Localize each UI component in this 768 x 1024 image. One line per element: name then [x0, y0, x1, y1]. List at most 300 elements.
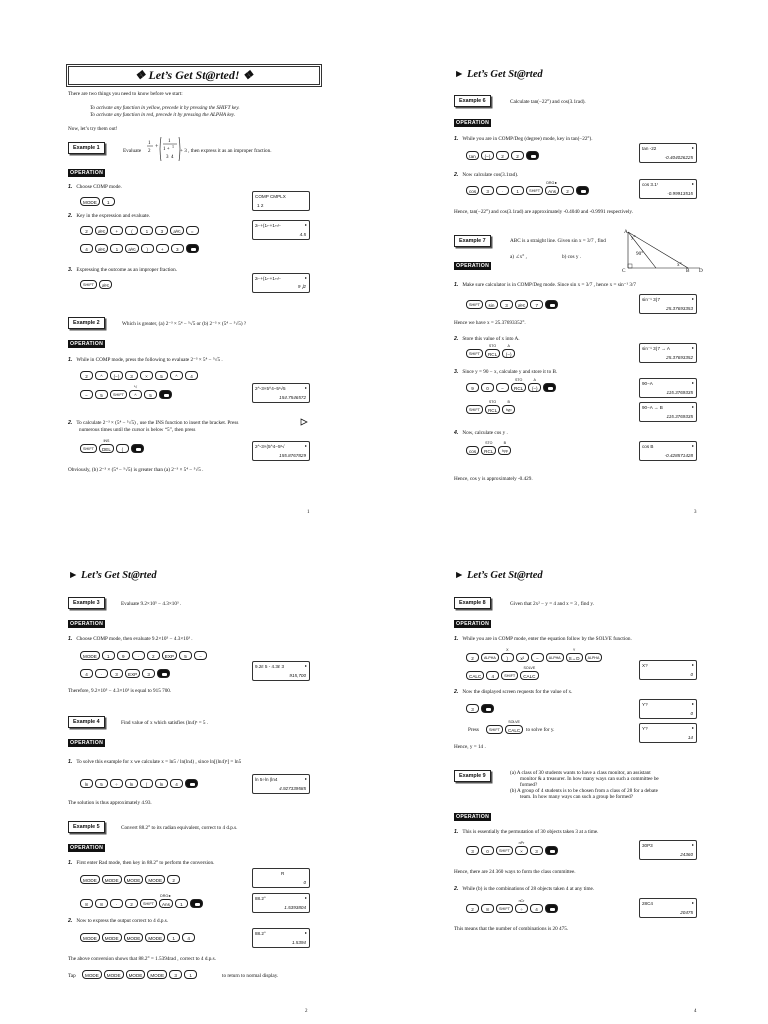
screen-line-2: 24360: [680, 852, 693, 857]
screen-line-2: 154.7546572: [279, 395, 306, 400]
fraction-key[interactable]: aᵇ⁄c: [95, 226, 108, 235]
key-4[interactable]: 4: [80, 244, 93, 253]
screen-indicator: ▸: [691, 296, 694, 301]
divide-key-label: ÷: [520, 907, 523, 912]
key-4[interactable]: 4: [530, 904, 543, 913]
calc-screen: [639, 840, 697, 860]
screen-line-2: -0.99913515: [667, 191, 693, 196]
screen-line-2: 14: [687, 735, 693, 740]
equals-key[interactable]: [481, 704, 494, 713]
hyp-key[interactable]: [502, 400, 515, 414]
step-1: [68, 357, 223, 363]
step-number: 3.: [68, 267, 73, 273]
key-1[interactable]: 1: [511, 186, 524, 195]
shift-key[interactable]: SHIFT: [496, 904, 513, 913]
close-paren-key[interactable]: ): [141, 244, 154, 253]
screen-indicator: ▸: [691, 900, 694, 905]
screen-line-1: 88.2°: [255, 896, 266, 901]
del-key[interactable]: [99, 439, 114, 453]
screen-line-2: 115.3769335: [666, 414, 693, 419]
screen-line-1: ln 5÷ln (ln4: [255, 777, 278, 782]
key-5[interactable]: 5: [144, 390, 157, 399]
mode-key[interactable]: MODE: [104, 970, 124, 979]
calc-screen: [639, 660, 697, 680]
equals-key[interactable]: [545, 904, 558, 913]
rcl-key[interactable]: [481, 441, 496, 455]
step-text: Now the displayed screen requests for the value of x.: [462, 689, 573, 695]
rcl-key-label: RCL: [487, 352, 498, 357]
equals-key[interactable]: [185, 779, 198, 788]
hence-text: Hence, cos y is approximately -0.429.: [454, 476, 533, 482]
multiply-key-label: ×: [520, 849, 523, 854]
ln-key[interactable]: ln: [80, 779, 93, 788]
key-label: STO: [485, 441, 493, 445]
mode-key[interactable]: MODE: [145, 933, 165, 942]
fraction-key[interactable]: aᵇ⁄c: [125, 244, 138, 253]
step-number: 4.: [454, 430, 459, 436]
key-5[interactable]: 5: [95, 390, 108, 399]
page-2: [0, 512, 384, 1024]
screen-line-2: 9 ⌋2: [297, 284, 306, 289]
example-6-label: Example 6: [454, 95, 491, 107]
key-sequence: [80, 669, 170, 678]
multiply-key[interactable]: ×: [140, 371, 153, 380]
example-4-label: Example 4: [68, 716, 105, 728]
step-3: [454, 369, 557, 375]
negative-key-label: (−): [505, 352, 512, 357]
key-sequence: [80, 894, 203, 908]
decimal-key[interactable]: ·: [132, 651, 145, 660]
example-7-text: ABC is a straight line. Given sin x = 3/7 , find: [510, 238, 606, 244]
key-sequence: [82, 970, 197, 979]
root-key[interactable]: ˣ√ ^: [129, 390, 142, 399]
screen-line-1: 2^-3×(5^4−5ˣ√: [255, 444, 285, 449]
minus-key[interactable]: −: [80, 390, 93, 399]
cos-key[interactable]: cos: [466, 446, 479, 455]
step-1: [454, 636, 632, 642]
divide-key[interactable]: [515, 899, 528, 913]
screen-line-1: sin⁻¹ 3⌋7: [642, 297, 661, 302]
example-7-part-b: b) cos y .: [562, 254, 582, 260]
example-7-label: Example 7: [454, 235, 491, 247]
step-2: [68, 213, 150, 219]
figure-label-x: x°: [677, 262, 682, 268]
rcl-key[interactable]: [511, 378, 526, 392]
screen-line-2: 4.927339585: [279, 786, 306, 791]
screen-line-2: 25.37693352: [666, 355, 693, 360]
mode-key[interactable]: MODE: [80, 933, 100, 942]
alpha-key[interactable]: ALPHA: [546, 653, 564, 662]
key-2[interactable]: 2: [561, 186, 574, 195]
screen-line-1: 2⌐+(1⌐+1⌐⁄⌐: [255, 223, 282, 228]
negative-key[interactable]: [528, 378, 541, 392]
shift-key[interactable]: SHIFT: [496, 846, 513, 855]
step-number: 1.: [454, 282, 459, 288]
square-key[interactable]: x²: [516, 653, 529, 662]
calc-screen: [252, 661, 310, 681]
page-4: [384, 512, 768, 1024]
example-9-part-a: (a) A class of 30 students wants to have a class monitor, an assistant: [510, 770, 651, 776]
key-9[interactable]: 9: [466, 383, 479, 392]
caret-key[interactable]: ^: [170, 371, 183, 380]
key-sequence: [486, 720, 523, 734]
svg-text:2: 2: [148, 149, 151, 154]
figure-label-y: y°: [631, 235, 636, 241]
calc-screen: [252, 191, 310, 211]
key-sequence: [466, 344, 515, 358]
key-8[interactable]: 8: [481, 904, 494, 913]
negative-key[interactable]: (−): [110, 371, 123, 380]
operation-heading: OPERATION: [456, 621, 490, 627]
calc-screen: [639, 343, 697, 363]
mode-key[interactable]: MODE: [80, 875, 100, 884]
key-sequence: [80, 244, 199, 253]
page-header: ► Let’s Get St@rted: [454, 69, 543, 80]
key-label: B: [503, 441, 507, 445]
screen-line-2: 20475: [680, 910, 693, 915]
key-2[interactable]: 2: [466, 653, 479, 662]
key-label: A: [533, 378, 536, 382]
page-title: ❖ Let’s Get St@rted! ❖: [68, 66, 320, 85]
step-number: 2.: [68, 420, 73, 426]
alpha-note: To activate any function in red, precede it by pressing the ALPHA key.: [90, 112, 236, 118]
key-1[interactable]: 1: [102, 651, 115, 660]
key-2[interactable]: 2: [466, 904, 479, 913]
screen-line-1: sin⁻¹ 3⌋7 → A: [642, 346, 670, 351]
screen-line-2: 115.3769335: [666, 390, 693, 395]
screen-indicator: ▸: [304, 776, 307, 781]
example-8-label: Example 8: [454, 597, 491, 609]
key-3[interactable]: 3: [142, 669, 155, 678]
press-text-end: to solve for y.: [526, 727, 555, 733]
screen-indicator: ▸: [691, 662, 694, 667]
example-1-label: Example 1: [68, 142, 105, 154]
example-9-part-a-line-3: formed?: [520, 782, 538, 788]
screen-indicator: ▸: [691, 380, 694, 385]
step-text: Choose COMP mode.: [76, 184, 122, 190]
hyp-key-label: hyp: [505, 408, 512, 412]
exp-key[interactable]: EXP: [162, 651, 177, 660]
ln-key[interactable]: ln: [155, 779, 168, 788]
tap-text: Tap: [68, 973, 76, 979]
calc-screen: [639, 898, 697, 918]
example-9-part-b-line-2: team. In how many ways can such a group be formed?: [520, 794, 634, 800]
calc-key[interactable]: CALC: [466, 671, 484, 680]
step-number: 1.: [68, 636, 73, 642]
step-number: 2.: [68, 213, 73, 219]
example-8-text: Given that 2x² − y = 4 and x = 3 , find y.: [510, 601, 594, 607]
key-8[interactable]: 8: [95, 899, 108, 908]
key-4[interactable]: 4: [486, 671, 499, 680]
key-sequence: [466, 841, 558, 855]
screen-line-1: 90−A: [642, 381, 653, 386]
decimal-key[interactable]: ·: [496, 186, 509, 195]
key-1[interactable]: 1: [184, 970, 197, 979]
shift-key[interactable]: SHIFT: [501, 671, 518, 680]
key-label: STO: [514, 378, 523, 382]
key-3[interactable]: 3: [169, 970, 182, 979]
step-number: 1.: [454, 636, 459, 642]
step-3: [68, 267, 177, 273]
close-paren-key-label: ): [506, 656, 509, 661]
equals-key[interactable]: [159, 390, 172, 399]
rcl-key[interactable]: [485, 400, 500, 414]
figure-label-90: 90°: [636, 251, 644, 257]
step-1: [454, 829, 598, 835]
example-5-conclusion: The above conversion shows that 88.2° = 1.5394rad , correct to 4 d.p.s.: [68, 956, 216, 962]
fraction-key[interactable]: aᵇ⁄c: [99, 280, 112, 289]
key-label: STO: [488, 344, 497, 348]
step-4: [454, 430, 508, 436]
mode-key[interactable]: MODE: [102, 875, 122, 884]
operation-heading: OPERATION: [70, 170, 104, 176]
key-label: nCr: [518, 899, 525, 903]
minus-key[interactable]: −: [531, 653, 544, 662]
mode-key[interactable]: MODE: [102, 933, 122, 942]
ans-key-label: Ans: [161, 902, 170, 907]
example-8-conclusion: Hence, y = 14 .: [454, 744, 486, 750]
calc-screen: [252, 383, 310, 403]
right-arrow-icon: [300, 418, 308, 426]
equals-key[interactable]: [545, 846, 558, 855]
calc-screen: [639, 143, 697, 163]
key-2[interactable]: 2: [147, 651, 160, 660]
key-sequence: [466, 400, 515, 414]
mode-key[interactable]: MODE: [80, 651, 100, 660]
mode-key[interactable]: MODE: [126, 970, 146, 979]
key-1[interactable]: 1: [175, 899, 188, 908]
minus-key[interactable]: −: [194, 651, 207, 660]
key-label: INS: [103, 439, 110, 443]
hyp-key[interactable]: [498, 441, 511, 455]
key-1[interactable]: 1: [140, 226, 153, 235]
key-2[interactable]: 2: [511, 151, 524, 160]
screen-line-2: 1 2: [257, 203, 264, 208]
key-sequence: [466, 378, 556, 392]
ans-key[interactable]: [545, 181, 559, 195]
example-3-text: Evaluate 9.2×10⁵ − 4.3×10³ .: [121, 601, 182, 607]
svg-text:1 +: 1 +: [163, 147, 170, 152]
key-3[interactable]: 3: [110, 669, 123, 678]
step-text: Now calculate cos(3.1rad).: [462, 172, 519, 178]
key-3[interactable]: 3: [466, 704, 479, 713]
step-text: While you are in COMP mode, enter the equation follow by the SOLVE function.: [462, 636, 632, 642]
rcl-key[interactable]: [485, 344, 500, 358]
caret-key[interactable]: ^: [95, 371, 108, 380]
mode-key[interactable]: MODE: [82, 970, 102, 979]
key-sequence: [80, 371, 198, 380]
step-1: [68, 860, 214, 866]
fraction-key[interactable]: aᵇ⁄c: [95, 244, 108, 253]
key-2[interactable]: 2: [167, 875, 180, 884]
calc-key[interactable]: [505, 720, 523, 734]
key-sequence: [466, 151, 539, 160]
minus-key[interactable]: −: [496, 383, 509, 392]
key-2[interactable]: 2: [80, 226, 93, 235]
key-3[interactable]: 3: [171, 244, 184, 253]
shift-key[interactable]: SHIFT: [466, 300, 483, 309]
operation-heading: OPERATION: [70, 621, 104, 627]
open-paren-key[interactable]: (: [125, 226, 138, 235]
mode-key[interactable]: MODE: [124, 933, 144, 942]
key-4[interactable]: 4: [182, 933, 195, 942]
key-1[interactable]: 1: [167, 933, 180, 942]
screen-line-1: R: [281, 871, 285, 876]
key-1[interactable]: 1: [110, 244, 123, 253]
key-sequence: [466, 648, 602, 662]
key-4[interactable]: 4: [170, 779, 183, 788]
equals-key[interactable]: [131, 444, 144, 453]
key-5[interactable]: 5: [179, 651, 192, 660]
mode-key[interactable]: MODE: [124, 875, 144, 884]
screen-line-1: Y?: [642, 702, 648, 707]
calc-screen: [252, 868, 310, 888]
key-2[interactable]: 2: [125, 899, 138, 908]
fraction-key[interactable]: aᵇ⁄c: [515, 300, 528, 309]
decimal-key[interactable]: ·: [110, 899, 123, 908]
screen-line-2: 0: [690, 672, 693, 677]
screen-indicator: ▸: [691, 725, 694, 730]
key-sequence: [466, 181, 589, 195]
calc-screen: [252, 774, 310, 794]
key-sequence: [80, 280, 112, 289]
step-2: [454, 336, 520, 342]
screen-indicator: ▸: [304, 385, 307, 390]
screen-line-2: 1.5393804: [284, 905, 306, 910]
step-text: To calculate 2⁻³ × (5⁴ − ⁵√5) , use the INS function to insert the bracket. Press: [76, 420, 239, 426]
y-key[interactable]: Y S↔D: [566, 653, 583, 662]
shift-key[interactable]: SHIFT: [140, 899, 157, 908]
tan-key[interactable]: tan: [466, 151, 479, 160]
calc-key-label: CALC: [523, 674, 536, 679]
step-text: Now, calculate cos y .: [462, 430, 508, 436]
shift-key[interactable]: SHIFT: [80, 280, 97, 289]
cos-key[interactable]: cos: [466, 186, 479, 195]
shift-key[interactable]: SHIFT: [110, 390, 127, 399]
equals-key[interactable]: [545, 300, 558, 309]
alpha-key[interactable]: ALPHA: [481, 653, 499, 662]
plus-key[interactable]: +: [110, 226, 123, 235]
multiply-key[interactable]: [515, 841, 528, 855]
equals-key[interactable]: [157, 669, 170, 678]
shift-key[interactable]: SHIFT: [80, 444, 97, 453]
shift-key[interactable]: SHIFT: [486, 725, 503, 734]
key-3[interactable]: 3: [125, 371, 138, 380]
screen-line-1: cos B: [642, 444, 654, 449]
alpha-key[interactable]: ALPHA: [585, 653, 603, 662]
step-1: [454, 282, 636, 288]
ln-key[interactable]: ln: [125, 779, 138, 788]
screen-indicator: ▸: [691, 145, 694, 150]
operation-heading: OPERATION: [70, 845, 104, 851]
divide-key[interactable]: ÷: [110, 779, 123, 788]
negative-key[interactable]: (−): [481, 151, 494, 160]
example-1-prefix: Evaluate: [123, 148, 142, 154]
exp-key[interactable]: EXP: [125, 669, 140, 678]
equals-key[interactable]: =: [186, 226, 199, 235]
equals-key[interactable]: [190, 899, 203, 908]
equals-key[interactable]: [526, 151, 539, 160]
key-8[interactable]: 8: [80, 899, 93, 908]
screen-line-1: 90−A → B: [642, 405, 663, 410]
rcl-key-label: RCL: [484, 449, 494, 454]
calc-key[interactable]: [520, 666, 538, 680]
key-5[interactable]: 5: [155, 371, 168, 380]
plus-key[interactable]: +: [156, 244, 169, 253]
key-4[interactable]: 4: [80, 669, 93, 678]
screen-indicator: ▸: [304, 930, 307, 935]
fraction-key[interactable]: aᵇ⁄c: [170, 226, 183, 235]
equals-key[interactable]: [543, 383, 556, 392]
key-7[interactable]: 7: [530, 300, 543, 309]
shift-key[interactable]: SHIFT: [526, 186, 543, 195]
calc-key-label: CALC: [507, 728, 521, 733]
mode-key[interactable]: MODE: [145, 875, 165, 884]
try-text: Now, let’s try them out!: [68, 126, 118, 132]
key-3[interactable]: 3: [155, 226, 168, 235]
del-key-label: DEL: [101, 447, 111, 452]
close-paren-key[interactable]: [501, 648, 514, 662]
key-0[interactable]: 0: [481, 846, 494, 855]
step-number: 1.: [68, 184, 73, 190]
open-paren-key[interactable]: (: [140, 779, 153, 788]
key-3[interactable]: 3: [500, 300, 513, 309]
key-4[interactable]: 4: [185, 371, 198, 380]
screen-line-2: 1.5394: [291, 940, 306, 945]
page-1: [0, 0, 384, 515]
calc-screen: [639, 179, 697, 199]
ans-key[interactable]: [159, 894, 173, 908]
equals-key[interactable]: [186, 244, 199, 253]
shift-key[interactable]: SHIFT: [466, 405, 483, 414]
key-3[interactable]: 3: [481, 186, 494, 195]
key-0[interactable]: 0: [481, 383, 494, 392]
step-text: This is essentially the permutation of 30 objects taken 3 at a time.: [462, 829, 599, 835]
key-2[interactable]: 2: [496, 151, 509, 160]
decimal-key[interactable]: ·: [95, 669, 108, 678]
step-1: [68, 184, 122, 190]
shift-key[interactable]: SHIFT: [466, 349, 483, 358]
negative-key[interactable]: [502, 344, 515, 358]
key-3[interactable]: 3: [466, 846, 479, 855]
key-5[interactable]: 5: [95, 779, 108, 788]
key-label: Y: [572, 648, 576, 652]
intro-text: There are two things you need to know before we start:: [68, 91, 183, 97]
step-2: [68, 918, 168, 924]
key-9[interactable]: 9: [117, 651, 130, 660]
key-1[interactable]: 1: [102, 197, 115, 206]
screen-indicator: ▸: [304, 275, 307, 280]
mode-key[interactable]: MODE: [147, 970, 167, 979]
screen-line-2: -0.428571428: [664, 453, 693, 458]
key-3[interactable]: 3: [530, 846, 543, 855]
screen-line-1: 2⌐+(1⌐+1⌐⁄⌐: [255, 276, 282, 281]
operation-heading: OPERATION: [70, 740, 104, 746]
step-number: 2.: [454, 336, 459, 342]
open-paren-key[interactable]: (: [116, 444, 129, 453]
mode-key[interactable]: MODE: [80, 197, 100, 206]
page-3: [384, 0, 768, 515]
example-9-label: Example 9: [454, 770, 491, 782]
sin-key[interactable]: sin: [485, 300, 498, 309]
key-label: A: [507, 344, 510, 348]
calc-screen: [252, 220, 310, 240]
equals-key[interactable]: [576, 186, 589, 195]
screen-line-2: 0: [690, 711, 693, 716]
key-2[interactable]: 2: [80, 371, 93, 380]
calc-screen: [639, 294, 697, 314]
screen-line-1: 30P3: [642, 843, 653, 848]
